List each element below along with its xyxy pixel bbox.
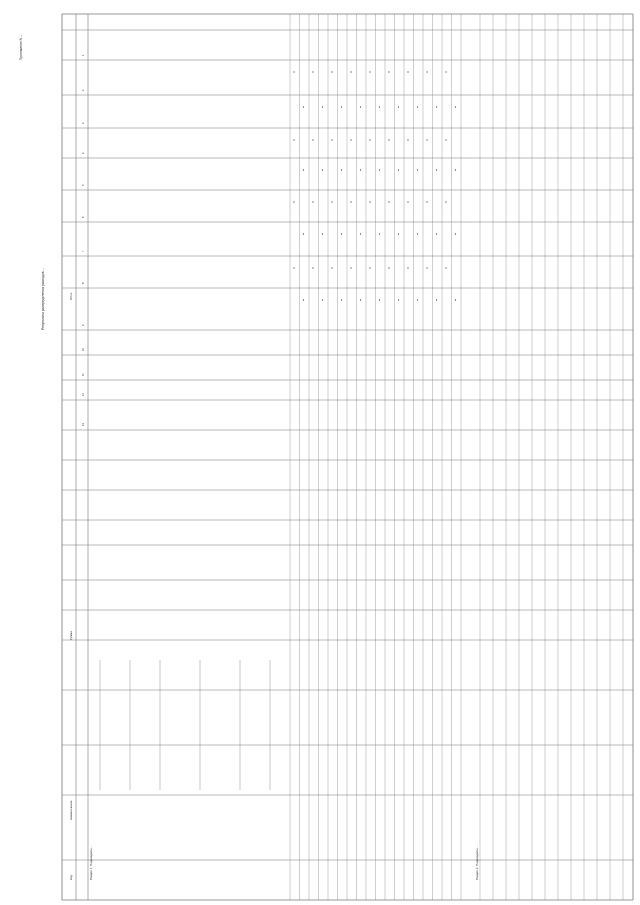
cell-mark xyxy=(426,267,427,268)
title-block xyxy=(19,34,45,330)
column-number-row xyxy=(81,54,85,426)
cell-mark xyxy=(379,106,380,107)
cell-mark xyxy=(360,299,361,300)
column-number-8: 8 xyxy=(82,282,85,284)
column-number-5: 5 xyxy=(82,184,85,186)
cell-mark xyxy=(388,71,389,72)
cell-mark xyxy=(341,169,342,170)
cell-mark xyxy=(322,106,323,107)
cell-mark xyxy=(455,169,456,170)
cell-mark xyxy=(398,106,399,107)
cell-mark xyxy=(369,267,370,268)
cell-mark xyxy=(331,71,332,72)
cell-mark xyxy=(360,233,361,234)
section-1-label: Раздел 1. Подразделы ... xyxy=(89,845,93,880)
cell-mark xyxy=(312,267,313,268)
cell-mark xyxy=(379,169,380,170)
header-total: Итого xyxy=(69,292,73,300)
cell-mark xyxy=(407,267,408,268)
cell-mark xyxy=(417,233,418,234)
column-number-10: 10 xyxy=(82,348,85,351)
section-labels xyxy=(89,845,479,880)
cell-mark xyxy=(445,139,446,140)
cell-mark xyxy=(293,139,294,140)
cell-mark xyxy=(445,267,446,268)
cell-mark xyxy=(303,106,304,107)
cell-mark xyxy=(350,139,351,140)
cell-mark xyxy=(426,139,427,140)
cell-mark xyxy=(388,201,389,202)
cell-mark xyxy=(417,299,418,300)
cell-mark xyxy=(331,201,332,202)
column-number-12: 12 xyxy=(82,393,85,396)
section-2-label: Раздел 2. Подразделы ... xyxy=(475,845,479,880)
cell-mark xyxy=(369,139,370,140)
cell-mark xyxy=(417,169,418,170)
cell-mark xyxy=(379,299,380,300)
column-number-11: 11 xyxy=(82,373,85,376)
cell-mark xyxy=(455,299,456,300)
cell-mark xyxy=(303,233,304,234)
cell-mark xyxy=(445,71,446,72)
cell-mark xyxy=(379,233,380,234)
cell-mark xyxy=(407,71,408,72)
cell-mark xyxy=(303,169,304,170)
cell-mark xyxy=(312,71,313,72)
column-number-4: 4 xyxy=(82,152,85,154)
cell-mark xyxy=(322,299,323,300)
approval-stamp: Приложение N ... xyxy=(19,34,23,60)
cell-mark xyxy=(388,139,389,140)
cell-mark xyxy=(369,201,370,202)
cell-mark xyxy=(398,233,399,234)
document-title: Результаты распределения расходов ... xyxy=(41,267,45,330)
column-number-9: 9 xyxy=(82,324,85,326)
cell-mark xyxy=(369,71,370,72)
cell-mark xyxy=(455,106,456,107)
cell-mark xyxy=(322,233,323,234)
cell-mark xyxy=(436,299,437,300)
cell-mark xyxy=(350,71,351,72)
cell-mark xyxy=(398,299,399,300)
cell-mark xyxy=(445,201,446,202)
cell-mark xyxy=(388,267,389,268)
header-code: Код xyxy=(69,875,73,880)
cell-mark xyxy=(312,201,313,202)
cell-mark xyxy=(312,139,313,140)
header-name: Наименование xyxy=(69,800,73,820)
cell-mark xyxy=(350,267,351,268)
cell-mark xyxy=(293,267,294,268)
cell-mark xyxy=(293,201,294,202)
column-number-2: 2 xyxy=(82,89,85,91)
cell-mark xyxy=(407,139,408,140)
cell-mark xyxy=(360,169,361,170)
column-number-1: 1 xyxy=(82,54,85,56)
cell-mark xyxy=(436,233,437,234)
cell-mark xyxy=(331,267,332,268)
cell-mark xyxy=(350,201,351,202)
cell-mark xyxy=(398,169,399,170)
header-labels xyxy=(69,292,73,880)
column-number-3: 3 xyxy=(82,122,85,124)
cell-mark xyxy=(303,299,304,300)
cell-mark xyxy=(407,201,408,202)
column-number-7: 7 xyxy=(82,250,85,252)
column-number-6: 6 xyxy=(82,216,85,218)
cell-mark xyxy=(426,71,427,72)
column-number-13: 13 xyxy=(82,423,85,426)
cell-mark xyxy=(331,139,332,140)
cell-mark xyxy=(293,71,294,72)
cell-mark xyxy=(436,106,437,107)
cell-marks xyxy=(293,71,456,300)
cell-mark xyxy=(341,299,342,300)
cell-mark xyxy=(322,169,323,170)
table-grid xyxy=(62,14,633,900)
header-sum: Сумма xyxy=(69,631,73,640)
cell-mark xyxy=(436,169,437,170)
cell-mark xyxy=(455,233,456,234)
cell-mark xyxy=(426,201,427,202)
cell-mark xyxy=(417,106,418,107)
cell-mark xyxy=(341,233,342,234)
cell-mark xyxy=(341,106,342,107)
cell-mark xyxy=(360,106,361,107)
